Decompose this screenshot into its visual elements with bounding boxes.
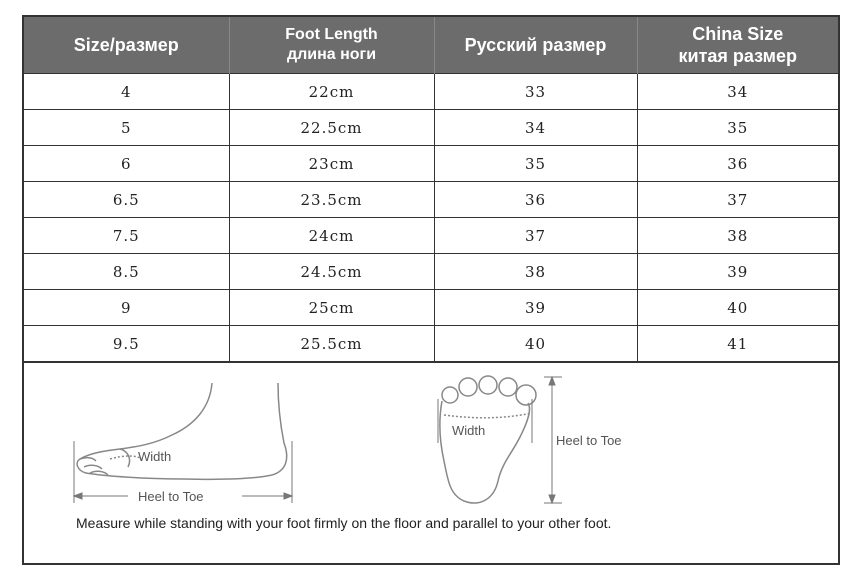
- cell-china-size: 36: [637, 146, 838, 182]
- cell-size: 8.5: [24, 254, 229, 290]
- cell-china-size: 35: [637, 110, 838, 146]
- cell-russian-size: 38: [434, 254, 637, 290]
- cell-size: 6: [24, 146, 229, 182]
- cell-foot-length: 23.5cm: [229, 182, 434, 218]
- cell-size: 7.5: [24, 218, 229, 254]
- cell-china-size: 38: [637, 218, 838, 254]
- table-row: [24, 218, 838, 254]
- cell-russian-size: 36: [434, 182, 637, 218]
- measurement-guide: [24, 361, 838, 565]
- cell-foot-length: 24.5cm: [229, 254, 434, 290]
- table-row: [24, 290, 838, 326]
- top-foot-illustration: [440, 376, 536, 503]
- table-row: [24, 182, 838, 218]
- table-row: [24, 326, 838, 362]
- cell-size: 9.5: [24, 326, 229, 362]
- header-russian-size: Русский размер: [434, 17, 637, 74]
- cell-china-size: 39: [637, 254, 838, 290]
- cell-foot-length: 24cm: [229, 218, 434, 254]
- cell-china-size: 37: [637, 182, 838, 218]
- cell-size: 6.5: [24, 182, 229, 218]
- cell-size: 5: [24, 110, 229, 146]
- table-row: [24, 254, 838, 290]
- size-table: [24, 17, 838, 361]
- side-width-label: Width: [138, 449, 172, 464]
- cell-foot-length: 25.5cm: [229, 326, 434, 362]
- table-row: [24, 110, 838, 146]
- cell-china-size: 34: [637, 74, 838, 110]
- cell-foot-length: 22.5cm: [229, 110, 434, 146]
- cell-russian-size: 33: [434, 74, 637, 110]
- cell-russian-size: 39: [434, 290, 637, 326]
- table-row: [24, 74, 838, 110]
- cell-size: 4: [24, 74, 229, 110]
- cell-size: 9: [24, 290, 229, 326]
- top-width-label: Width: [452, 423, 486, 438]
- table-header-row: [24, 17, 838, 74]
- cell-foot-length: 22cm: [229, 74, 434, 110]
- cell-china-size: 40: [637, 290, 838, 326]
- cell-china-size: 41: [637, 326, 838, 362]
- measurement-note: Measure while standing with your foot firmly on the floor and parallel to your other foot.: [76, 515, 612, 531]
- cell-russian-size: 40: [434, 326, 637, 362]
- side-foot-illustration: [77, 383, 287, 479]
- table-row: [24, 146, 838, 182]
- header-foot-length: Foot Length длина ноги: [229, 17, 434, 74]
- cell-russian-size: 34: [434, 110, 637, 146]
- cell-foot-length: 23cm: [229, 146, 434, 182]
- header-china-size: China Size китая размер: [637, 17, 838, 74]
- side-length-label: Heel to Toe: [138, 489, 204, 504]
- cell-foot-length: 25cm: [229, 290, 434, 326]
- header-size: Size/размер: [24, 17, 229, 74]
- cell-russian-size: 35: [434, 146, 637, 182]
- measurement-diagram: [24, 363, 838, 563]
- cell-russian-size: 37: [434, 218, 637, 254]
- size-chart-frame: [22, 15, 840, 565]
- top-length-label: Heel to Toe: [556, 433, 622, 448]
